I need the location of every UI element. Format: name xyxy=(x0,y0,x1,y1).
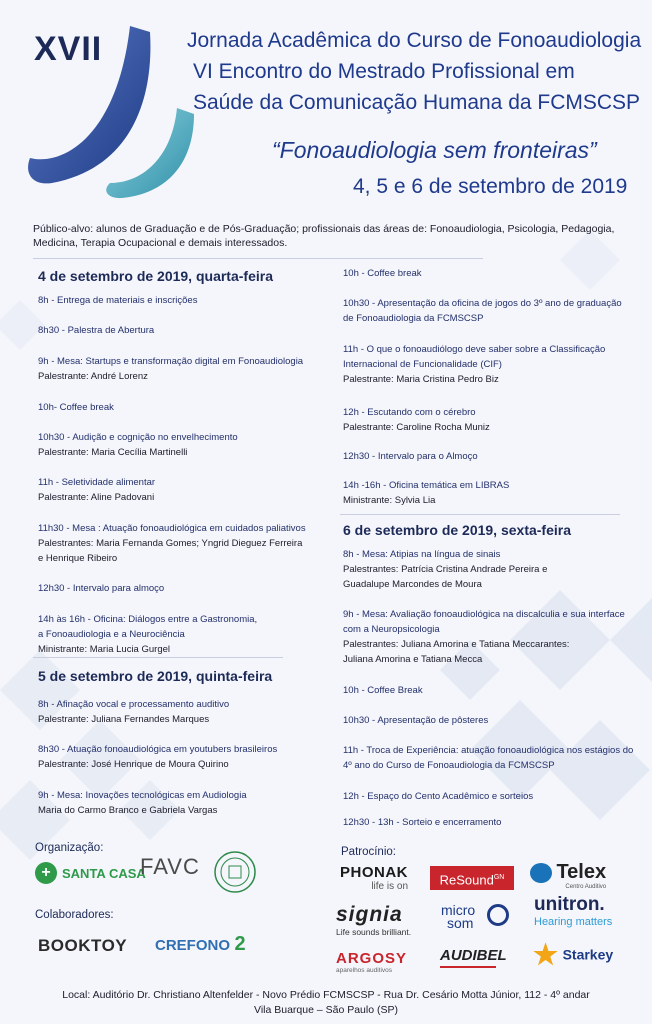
schedule-item: a Fonoaudiologia e a Neurociência xyxy=(38,629,185,640)
booktoy-logo: BOOKTOY xyxy=(38,936,128,955)
schedule-item: 11h - O que o fonoaudiólogo deve saber sobre a Classificação xyxy=(343,344,606,355)
edition-number: XVII xyxy=(34,30,103,68)
santa-casa-cross-icon: + xyxy=(35,862,57,884)
venue-line1: Local: Auditório Dr. Christiano Altenfelder - Novo Prédio FCMSCSP - Rua Dr. Cesário Motta Júnior, 112 - 4º andar xyxy=(62,989,590,1001)
speaker: Maria do Carmo Branco e Gabriela Vargas xyxy=(38,805,218,816)
event-title-line2: VI Encontro do Mestrado Profissional em xyxy=(193,60,575,83)
crefono-logo: CREFONO 2 xyxy=(155,933,246,955)
schedule-item: 4º ano do Curso de Fonoaudiologia da FCMSCSP xyxy=(343,760,555,771)
santa-casa-logo: + SANTA CASA xyxy=(35,860,130,888)
academic-seal-logo xyxy=(213,850,257,894)
event-title-line3: Saúde da Comunicação Humana da FCMSCSP xyxy=(193,91,641,114)
unitron-logo: unitron. Hearing matters xyxy=(534,894,613,928)
schedule-item: 10h - Coffee break xyxy=(343,268,422,279)
phonak-logo: PHONAK life is on xyxy=(340,864,409,892)
schedule-item: 10h30 - Apresentação de pôsteres xyxy=(343,715,489,726)
schedule-item: 11h30 - Mesa : Atuação fonoaudiológica em cuidados paliativos xyxy=(38,523,306,534)
speaker: e Henrique Ribeiro xyxy=(38,553,118,564)
speaker: Juliana Amorina e Tatiana Mecca xyxy=(343,654,483,665)
schedule-item: 8h30 - Atuação fonoaudiológica em youtubers brasileiros xyxy=(38,744,278,755)
schedule-item: 11h - Troca de Experiência: atuação fonoaudiológica nos estágios do xyxy=(343,745,634,756)
speaker: Palestrante: Aline Padovani xyxy=(38,492,155,503)
patrocinio-label: Patrocínio: xyxy=(341,846,396,858)
schedule-item: 9h - Mesa: Avaliação fonoaudiológica na discalculia e sua interface xyxy=(343,609,625,620)
schedule-item: 12h30 - Intervalo para almoço xyxy=(38,583,165,594)
speaker: Palestrantes: Juliana Amorina e Tatiana Meccarantes: xyxy=(343,639,570,650)
divider xyxy=(33,258,483,259)
speaker: Palestrante: Maria Cecília Martinelli xyxy=(38,447,188,458)
schedule-item: com a Neuropsicologia xyxy=(343,624,440,635)
speaker: Palestrantes: Maria Fernanda Gomes; Yngrid Dieguez Ferreira xyxy=(38,538,303,549)
schedule-item: 8h - Mesa: Atipias na língua de sinais xyxy=(343,549,501,560)
microsom-circle-icon xyxy=(487,904,509,926)
schedule-item: 10h - Coffee Break xyxy=(343,685,423,696)
schedule-item: 8h - Entrega de materiais e inscrições xyxy=(38,295,198,306)
schedule-item: 12h30 - 13h - Sorteio e encerramento xyxy=(343,817,502,828)
colaboradores-label: Colaboradores: xyxy=(35,909,114,921)
schedule-item: 14h -16h - Oficina temática em LIBRAS xyxy=(343,480,510,491)
schedule-item: Internacional de Funcionalidade (CIF) xyxy=(343,359,502,370)
starkey-logo: ★ Starkey xyxy=(533,939,614,970)
event-dates: 4, 5 e 6 de setembro de 2019 xyxy=(353,175,628,198)
audibel-underline xyxy=(440,966,496,968)
schedule-item: 12h - Espaço do Cento Acadêmico e sorteios xyxy=(343,791,534,802)
microsom-logo: micro som xyxy=(441,898,511,932)
speaker: Ministrante: Sylvia Lia xyxy=(343,495,436,506)
schedule-item: 14h às 16h - Oficina: Diálogos entre a Gastronomia, xyxy=(38,614,258,625)
speaker: Ministrante: Maria Lucia Gurgel xyxy=(38,644,170,655)
favc-logo: FAVC xyxy=(140,854,200,879)
speaker: Palestrante: Juliana Fernandes Marques xyxy=(38,714,210,725)
speaker: Palestrante: José Henrique de Moura Quirino xyxy=(38,759,229,770)
schedule-item: 12h - Escutando com o cérebro xyxy=(343,407,476,418)
schedule-item: de Fonoaudiologia da FCMSCSP xyxy=(343,313,484,324)
schedule-item: 10h30 - Audição e cognição no envelhecimento xyxy=(38,432,238,443)
schedule-item: 10h- Coffee break xyxy=(38,402,114,413)
schedule-item: 12h30 - Intervalo para o Almoço xyxy=(343,451,478,462)
speaker: Palestrante: André Lorenz xyxy=(38,371,148,382)
event-theme: “Fonoaudiologia sem fronteiras” xyxy=(272,137,597,163)
schedule-item: 8h - Afinação vocal e processamento auditivo xyxy=(38,699,230,710)
speaker: Palestrantes: Patrícia Cristina Andrade Pereira e xyxy=(343,564,548,575)
signia-logo: signia Life sounds brilliant. xyxy=(336,903,412,937)
schedule-item: 11h - Seletividade alimentar xyxy=(38,477,156,488)
schedule-item: 8h30 - Palestra de Abertura xyxy=(38,325,155,336)
day2-heading: 5 de setembro de 2019, quinta-feira xyxy=(38,668,273,684)
event-title-line1: Jornada Acadêmica do Curso de Fonoaudiologia xyxy=(187,29,642,52)
speaker: Guadalupe Marcondes de Moura xyxy=(343,579,482,590)
telex-logo: Telex Centro Auditivo xyxy=(530,861,606,890)
divider xyxy=(33,657,283,658)
schedule-item: 9h - Mesa: Startups e transformação digital em Fonoaudiologia xyxy=(38,356,304,367)
schedule-item: 9h - Mesa: Inovações tecnológicas em Audiologia xyxy=(38,790,247,801)
schedule-item: 10h30 - Apresentação da oficina de jogos do 3º ano de graduação xyxy=(343,298,622,309)
day1-heading: 4 de setembro de 2019, quarta-feira xyxy=(38,268,273,284)
speaker: Palestrante: Caroline Rocha Muniz xyxy=(343,422,490,433)
resound-logo: ReSound$^{GN}$ xyxy=(430,866,514,890)
speaker: Palestrante: Maria Cristina Pedro Biz xyxy=(343,374,499,385)
audibel-logo: AUDIBEL xyxy=(440,947,507,968)
venue-line2: Vila Buarque – São Paulo (SP) xyxy=(254,1004,398,1016)
divider xyxy=(340,514,620,515)
organizacao-label: Organização: xyxy=(35,842,104,854)
argosy-logo: ARGOSY aparelhos auditivos xyxy=(336,950,408,974)
audience-text: Público-alvo: alunos de Graduação e de Pós-Graduação; profissionais das áreas de: Fonoaudiologia, Psicologia, Pedagogia, Medicina, Terapia Ocupacional e demais interessados. xyxy=(33,223,615,249)
day3-heading: 6 de setembro de 2019, sexta-feira xyxy=(343,522,572,538)
telex-speech-icon xyxy=(530,863,552,883)
starkey-star-icon: ★ xyxy=(533,939,559,970)
